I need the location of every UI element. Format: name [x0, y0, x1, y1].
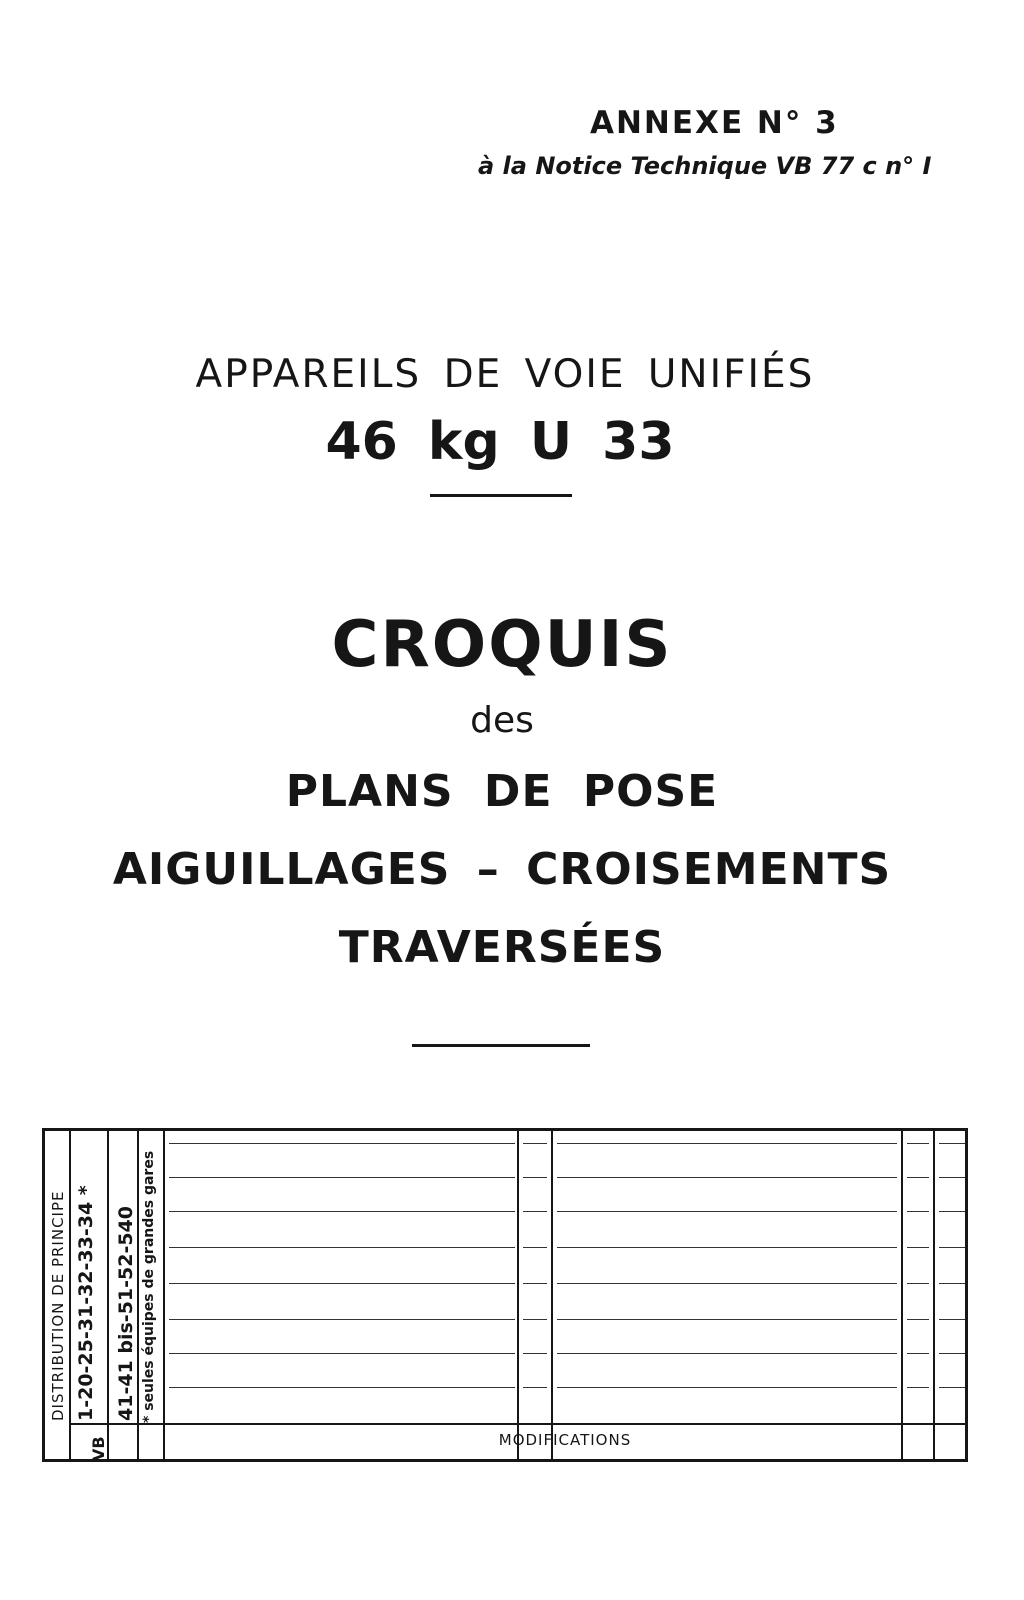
distribution-table — [42, 1128, 968, 1462]
column-divider — [517, 1131, 519, 1459]
table-row-line — [523, 1387, 547, 1388]
annexe-number: ANNEXE N° 3 — [590, 105, 839, 141]
table-row-line — [939, 1319, 965, 1320]
table-row-line — [523, 1247, 547, 1248]
column-divider — [551, 1131, 553, 1459]
title-model: 46 kg U 33 — [325, 412, 675, 472]
table-row-line — [557, 1247, 897, 1248]
table-footer-divider — [71, 1423, 965, 1425]
table-row-line — [939, 1247, 965, 1248]
column-divider — [933, 1131, 935, 1459]
table-row-line — [907, 1319, 929, 1320]
heading-plans: PLANS DE POSE — [285, 766, 719, 817]
table-row-line — [557, 1353, 897, 1354]
table-row-line — [557, 1283, 897, 1284]
table-row-line — [523, 1353, 547, 1354]
table-row-line — [169, 1387, 515, 1388]
table-row-line — [939, 1143, 965, 1144]
table-row-line — [523, 1177, 547, 1178]
table-row-line — [907, 1387, 929, 1388]
table-row-line — [169, 1319, 515, 1320]
table-row-line — [907, 1283, 929, 1284]
table-row-line — [907, 1353, 929, 1354]
heading-croquis: CROQUIS — [331, 608, 673, 682]
distribution-list-1: 1-20-25-31-32-33-34 * — [75, 1185, 97, 1421]
table-row-line — [169, 1177, 515, 1178]
table-row-line — [169, 1283, 515, 1284]
table-row-line — [169, 1143, 515, 1144]
table-row-line — [907, 1143, 929, 1144]
table-row-line — [907, 1177, 929, 1178]
table-row-line — [169, 1211, 515, 1212]
table-row-line — [557, 1177, 897, 1178]
title-line-1: APPAREILS DE VOIE UNIFIÉS — [195, 352, 815, 397]
table-row-line — [557, 1387, 897, 1388]
table-row-line — [939, 1353, 965, 1354]
modifications-label: MODIFICATIONS — [498, 1431, 632, 1449]
table-row-line — [557, 1319, 897, 1320]
table-row-line — [907, 1211, 929, 1212]
table-row-line — [939, 1283, 965, 1284]
table-row-line — [939, 1177, 965, 1178]
table-row-line — [523, 1283, 547, 1284]
table-row-line — [523, 1143, 547, 1144]
column-divider — [69, 1131, 71, 1459]
heading-aiguillages: AIGUILLAGES – CROISEMENTS — [112, 844, 892, 895]
column-divider — [137, 1131, 139, 1459]
notice-reference: à la Notice Technique VB 77 c n° I — [478, 152, 932, 180]
table-row-line — [169, 1353, 515, 1354]
heading-des: des — [470, 700, 534, 741]
table-row-line — [523, 1211, 547, 1212]
table-row-line — [939, 1211, 965, 1212]
distribution-note: * seules équipes de grandes gares — [141, 1150, 157, 1423]
heading-traversees: TRAVERSÉES — [338, 922, 666, 973]
table-row-line — [939, 1387, 965, 1388]
vb-label: VB — [89, 1436, 108, 1461]
table-row-line — [523, 1319, 547, 1320]
divider-rule-2 — [412, 1044, 590, 1047]
table-row-line — [557, 1143, 897, 1144]
distribution-list-2: 41-41 bis-51-52-540 — [115, 1205, 137, 1421]
divider-rule — [430, 494, 572, 497]
table-row-line — [907, 1247, 929, 1248]
column-divider — [901, 1131, 903, 1459]
table-row-line — [557, 1211, 897, 1212]
column-divider — [107, 1131, 109, 1459]
distribution-label: DISTRIBUTION DE PRINCIPE — [49, 1190, 67, 1421]
column-divider — [163, 1131, 165, 1459]
table-row-line — [169, 1247, 515, 1248]
